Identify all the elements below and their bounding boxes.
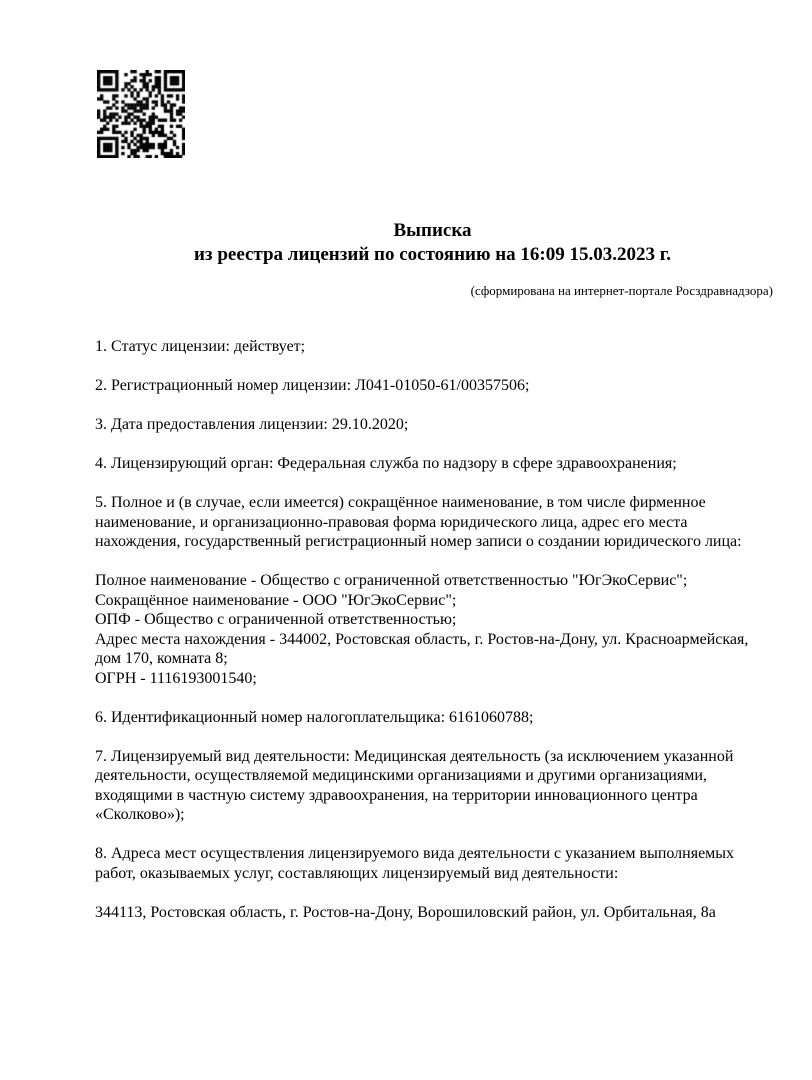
- paragraph-activity-address: [95, 903, 785, 923]
- text-line: 4. Лицензирующий орган: Федеральная служба по надзору в сфере здравоохранения;: [95, 455, 677, 472]
- text-line: работ, оказываемых услуг, составляющих лицензируемый вид деятельности:: [95, 864, 619, 882]
- text-line: 1. Статус лицензии: действует;: [95, 338, 306, 355]
- text-line: 3. Дата предоставления лицензии: 29.10.2020;: [95, 416, 409, 433]
- text-line: 5. Полное и (в случае, если имеется) сокращённое наименование, в том числе фирменное: [95, 494, 706, 511]
- text-line: 7. Лицензируемый вид деятельности: Медицинская деятельность (за исключением указанной: [95, 747, 734, 765]
- qr-code-icon: [97, 70, 185, 158]
- text-line: 344113, Ростовская область, г. Ростов-на-Дону, Ворошиловский район, ул. Орбитальная, 8а: [95, 903, 716, 921]
- paragraph-entity-naming-intro: [95, 493, 785, 552]
- paragraph-licensing-authority: [95, 454, 785, 474]
- title-line-2: из реестра лицензий по состоянию на 16:09 15.03.2023 г.: [193, 244, 671, 265]
- formation-note: (сформирована на интернет-портале Росздравнадзора): [470, 283, 773, 298]
- text-line: Сокращённое наименование - ООО "ЮгЭкоСервис";: [95, 591, 457, 609]
- paragraph-licensed-activity: [95, 747, 785, 825]
- paragraph-grant-date: [95, 415, 785, 435]
- text-line: 2. Регистрационный номер лицензии: Л041-01050-61/00357506;: [95, 377, 530, 394]
- text-line: ОПФ - Общество с ограниченной ответственностью;: [95, 611, 457, 628]
- paragraph-license-status: [95, 337, 785, 357]
- text-line: Адрес места нахождения - 344002, Ростовская область, г. Ростов-на-Дону, ул. Красноармейская,: [95, 630, 749, 648]
- text-line: Полное наименование - Общество с ограниченной ответственностью "ЮгЭкоСервис";: [95, 572, 688, 589]
- text-line: 6. Идентификационный номер налогоплательщика: 6161060788;: [95, 708, 534, 726]
- document-body: [95, 337, 785, 942]
- text-line: нахождения, государственный регистрационный номер записи о создании юридического лица:: [95, 533, 742, 550]
- text-line: деятельности, осуществляемой медицинскими организациями и другими организациями,: [95, 767, 707, 784]
- document-title: [95, 219, 770, 267]
- text-line: 8. Адреса мест осуществления лицензируемого вида деятельности с указанием выполняемых: [95, 845, 735, 862]
- text-line: дом 170, комната 8;: [95, 650, 228, 667]
- paragraph-activity-addresses-intro: [95, 844, 785, 883]
- title-line-1: Выписка: [393, 220, 472, 241]
- text-line: «Сколково»);: [95, 806, 185, 823]
- paragraph-taxpayer-number: [95, 708, 785, 728]
- paragraph-entity-details: [95, 571, 785, 688]
- paragraph-registration-number: [95, 376, 785, 396]
- text-line: входящими в частную систему здравоохранения, на территории инновационного центра: [95, 786, 698, 804]
- text-line: наименование, и организационно-правовая форма юридического лица, адрес его места: [95, 513, 688, 531]
- text-line: ОГРН - 1116193001540;: [95, 669, 257, 687]
